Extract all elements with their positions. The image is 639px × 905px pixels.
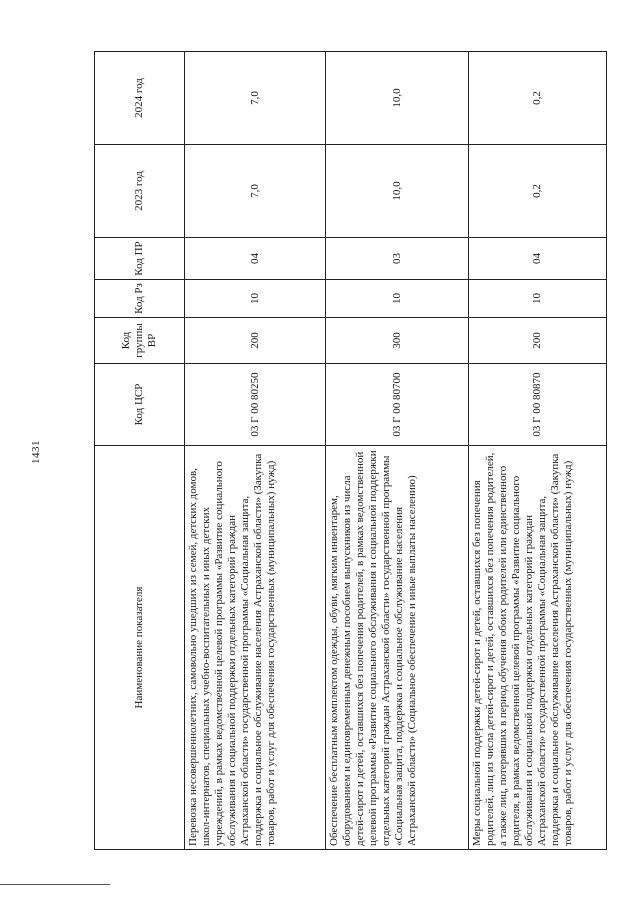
value-2023-cell: 0,2 — [469, 145, 607, 238]
value-2023-cell: 10,0 — [326, 145, 469, 238]
pr-code-cell: 03 — [326, 238, 469, 280]
header-indicator-name: Наименование показателя — [95, 446, 185, 850]
csr-code-cell: 03 Г 00 80700 — [326, 364, 469, 446]
value-2023-cell: 7,0 — [185, 145, 326, 238]
header-csr-code: Код ЦСР — [95, 364, 185, 446]
value-2024-cell: 0,2 — [469, 52, 607, 145]
indicator-name-cell: Обеспечение бесплатным комплектом одежды, обуви, мягким инвентарем, оборудованием и единовременным денежным пособием выпускников из числа детей-сирот и детей, оставшихся без попечения родителей, в рамках ведомственной целевой программы «Развитие социального обслуживания и социальной поддержки отдельных категорий граждан Астраханской области» государственной программы «Социальная защита, поддержка и социальное обслуживание населения Астраханской области» (Социальное обеспечение и иные выплаты населению) — [326, 446, 469, 850]
table-row — [185, 52, 326, 850]
csr-code-cell: 03 Г 00 80870 — [469, 364, 607, 446]
rz-code-cell: 10 — [185, 280, 326, 318]
budget-table — [94, 51, 607, 850]
rz-code-cell: 10 — [326, 280, 469, 318]
header-year-2024: 2024 год — [95, 52, 185, 145]
bottom-divider — [0, 884, 110, 885]
header-year-2023: 2023 год — [95, 145, 185, 238]
value-2024-cell: 10,0 — [326, 52, 469, 145]
pr-code-cell: 04 — [185, 238, 326, 280]
rz-code-cell: 10 — [469, 280, 607, 318]
header-rz-code: Код Рз — [95, 280, 185, 318]
value-2024-cell: 7,0 — [185, 52, 326, 145]
vr-code-cell: 200 — [469, 318, 607, 364]
header-pr-code: Код ПР — [95, 238, 185, 280]
header-vr-code: Код группы ВР — [95, 318, 185, 364]
vr-code-cell: 200 — [185, 318, 326, 364]
vr-code-cell: 300 — [326, 318, 469, 364]
rotated-table-wrapper — [94, 52, 606, 850]
table-header-row — [95, 52, 185, 850]
page-number: 1431 — [30, 440, 42, 464]
csr-code-cell: 03 Г 00 80250 — [185, 364, 326, 446]
pr-code-cell: 04 — [469, 238, 607, 280]
table-row — [469, 52, 607, 850]
indicator-name-cell: Перевозка несовершеннолетних, самовольно ушедших из семей, детских домов, школ-интернатов, специальных учебно-воспитательных и иных детских учреждений, в рамках ведомственной целевой программы «Развитие социального обслуживания и социальной поддержки отдельных категорий граждан Астраханской области» государственной программы «Социальная защита, поддержка и социальное обслуживание населения Астраханской области» (Закупка товаров, работ и услуг для обеспечения государственных (муниципальных) нужд) — [185, 446, 326, 850]
table-row — [326, 52, 469, 850]
indicator-name-cell: Меры социальной поддержки детей-сирот и детей, оставшихся без попечения родителей, лиц из числа детей-сирот и детей, оставшихся без попечения родителей, а также лиц, потерявших в период обучения обоих родителей или единственного родителя, в рамках ведомственной целевой программы «Развитие социального обслуживания и социальной поддержки отдельных категорий граждан Астраханской области» государственной программы «Социальная защита, поддержка и социальное обслуживание населения Астраханской области» (Закупка товаров, работ и услуг для обеспечения государственных (муниципальных) нужд) — [469, 446, 607, 850]
